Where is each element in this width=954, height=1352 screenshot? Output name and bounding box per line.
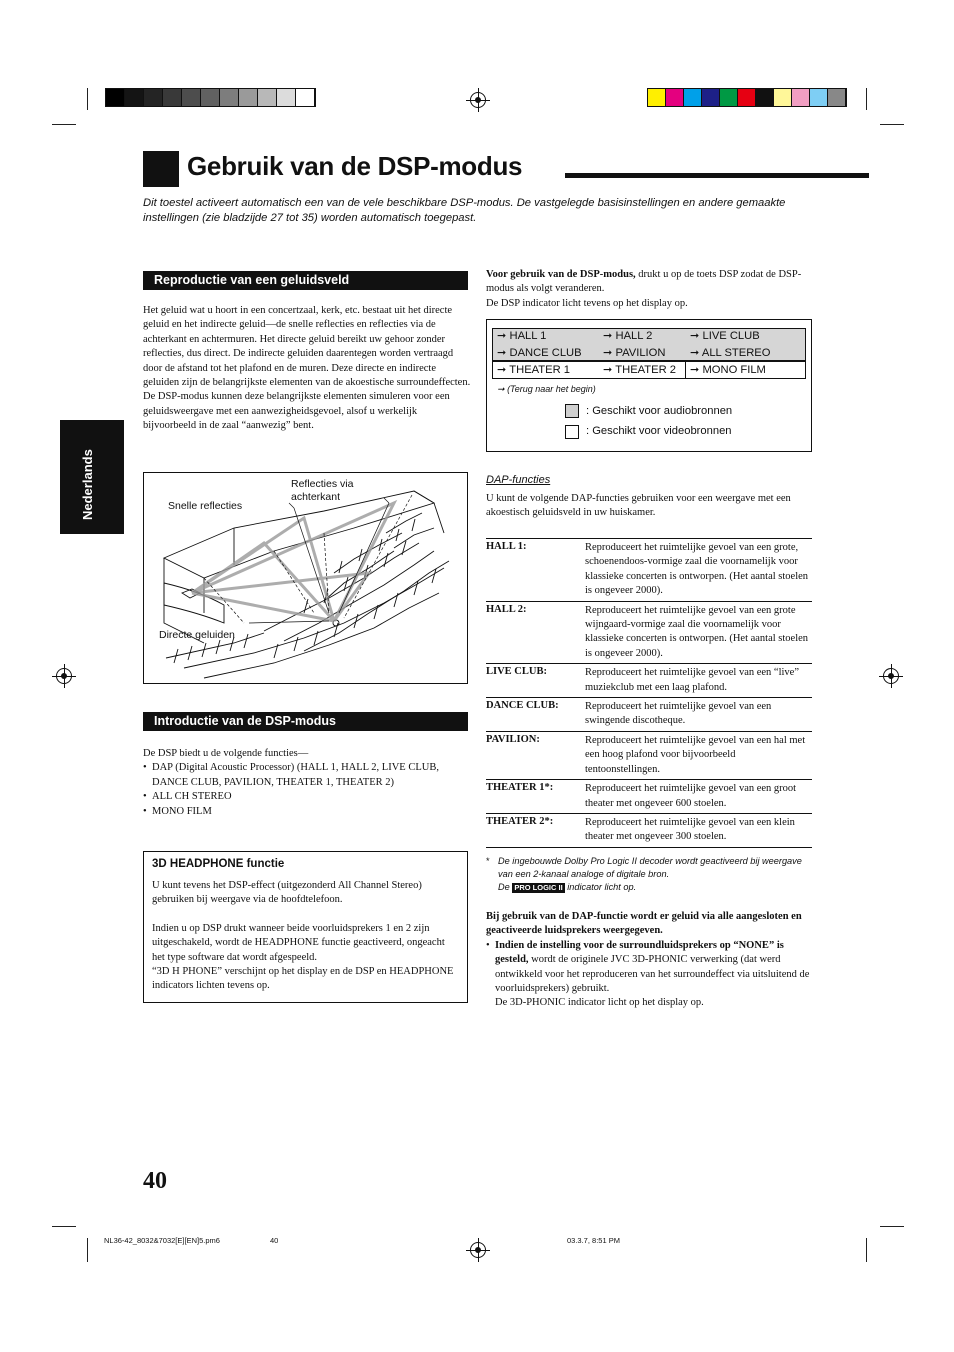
mode-mono-film: ➞ MONO FILM [690,364,766,376]
list-item: • MONO FILM [143,805,212,817]
crop-mark [52,124,76,125]
color-swatch [774,89,792,106]
dsp-usage-intro: Voor gebruik van de DSP-modus, drukt u op de toets DSP zodat de DSP-modus als volgt veranderen. De DSP indicator licht tevens op het display op. [486,269,802,309]
headphone-function-box [143,851,468,1003]
registration-mark-icon [470,1242,486,1258]
grayscale-calibration-bar [105,88,316,107]
section1-paragraph2: De DSP-modus kunnen deze belangrijkste elementen simuleren voor een geluidsweergave met een aanwezigheidsgevoel, alsof u werkelijk bijvoorbeeld in de zaal “aanwezig” bent. [143,391,450,432]
legend-audio-swatch [565,404,579,418]
mode-pavilion: ➞ PAVILION [603,347,666,359]
footnote: * De ingebouwde Dolby Pro Logic II decoder wordt geactiveerd bij weergave van een 2-kanaal analoge of digitale bron. De PRO LOGIC II indicator licht op. [486,856,802,892]
gray-swatch [125,89,144,106]
gray-swatch [258,89,277,106]
legend-video-swatch [565,425,579,439]
table-row: HALL 1: Reproduceert het ruimtelijke gevoel van een grote, schoenendoos-vormige zaal die voornamelijk voor klassieke concerten is ontworpen. (Het aantal stoelen is ongeveer 2000). [486,538,812,601]
return-note: ➞ (Terug naar het begin) [497,384,596,394]
gray-swatch [144,89,163,106]
section2-lead: De DSP biedt u de volgende functies— [143,748,309,759]
mode-theater1: ➞ THEATER 1 [497,364,570,376]
footer-page: 40 [270,1236,279,1245]
mode-hall1: ➞ HALL 1 [497,330,547,342]
table-row: LIVE CLUB: Reproduceert het ruimtelijke gevoel van een “live” muziekclub met een laag plafond. [486,663,812,697]
crop-mark [87,1238,88,1262]
table-row: THEATER 1*: Reproduceert het ruimtelijke gevoel van een groot theater met ongeveer 600 stoelen. [486,779,812,813]
crop-mark [87,88,88,110]
table-row: DANCE CLUB: Reproduceert het ruimtelijke gevoel van een swingende discotheque. [486,697,812,731]
dsp-mode-sequence-box [486,319,812,452]
section1-paragraph1: Het geluid wat u hoort in een concertzaal, kerk, etc. bestaat uit het directe geluid en het indirecte geluid—de snelle reflecties en reflecties via de achterkant en achtermuren. Het directe geluid bereikt uw gehoor zonder reflecties, dus direct. De indirecte geluiden daarentegen worden vertraagd door de afstand tot het plafond en de muren. Deze directe en indirecte geluiden zijn de belangrijkste elementen van de akoestische surroundeffecten. [143,305,471,389]
language-tab [60,420,124,534]
concert-hall-diagram [143,472,468,684]
legend-audio-label: : Geschikt voor audiobronnen [586,405,733,417]
gray-swatch [182,89,201,106]
gray-swatch [163,89,182,106]
color-swatch [810,89,828,106]
color-swatch [648,89,666,106]
section2-body [143,747,471,819]
mode-dance-club: ➞ DANCE CLUB [497,347,582,359]
color-calibration-bar [647,88,847,107]
gray-swatch [239,89,258,106]
color-swatch [738,89,756,106]
gray-swatch [277,89,296,106]
label-fast-reflections: Snelle reflecties [168,500,243,512]
table-row: THEATER 2*: Reproduceert het ruimtelijke gevoel van een klein theater met ongeveer 300 stoelen. [486,813,812,848]
page-title: Gebruik van de DSP-modus [187,151,523,181]
title-block-marker [143,151,179,187]
label-rear-reflections: Reflecties via achterkant [291,478,354,503]
crop-mark [880,124,904,125]
crop-mark [880,1226,904,1227]
title-rule [565,173,869,178]
color-swatch [684,89,702,106]
section1-body [143,304,471,434]
list-item: • DAP (Digital Acoustic Processor) (HALL 1, HALL 2, LIVE CLUB, DANCE CLUB, PAVILION, THEATER 1, THEATER 2) [143,762,439,788]
list-item: • Indien de instelling voor de surroundluidsprekers op “NONE” is gesteld, wordt de originele JVC 3D-PHONIC verwerking (dat werd ontwikkeld voor het reproduceren van het surroundeffect via uitsluitend de voorluidsprekers) gebruikt. De 3D-PHONIC indicator licht op het display op. [486,939,810,1009]
gray-swatch [201,89,220,106]
language-tab-label: Nederlands [80,449,95,520]
dap-heading: DAP-functies [486,474,551,486]
color-swatch [792,89,810,106]
footer-date: 03.3.7, 8:51 PM [567,1236,620,1245]
crop-mark [52,1226,76,1227]
label-direct-sound: Directe geluiden [159,629,235,641]
mode-hall2: ➞ HALL 2 [603,330,653,342]
footer-filename: NL36-42_8032&7032[E][EN]5.pm6 [104,1236,220,1245]
section-heading-dsp-intro: Introductie van de DSP-modus [143,712,468,731]
list-item: • ALL CH STEREO [143,791,232,803]
color-swatch [702,89,720,106]
crop-mark [866,1238,867,1262]
table-row: HALL 2: Reproduceert het ruimtelijke gevoel van een grote wijngaard-vormige zaal die voornamelijk voor klassieke concerten is ontworpen. (Het aantal stoelen is ongeveer 2000). [486,601,812,664]
gray-swatch [220,89,239,106]
dap-notes: Bij gebruik van de DAP-functie wordt er geluid via alle aangesloten en geactiveerde luidsprekers weergegeven. • Indien de instelling voor de surroundluidsprekers op “NONE” is gesteld, wordt de originele JVC 3D-PHONIC verwerking (dat werd ontwikkeld voor het reproduceren van het surroundeffect via uitsluitend de voorluidsprekers) gebruikt. De 3D-PHONIC indicator licht op het display op. [486,910,812,1011]
registration-mark-icon [470,92,486,108]
table-row: PAVILION: Reproduceert het ruimtelijke gevoel van een hal met een hoog plafond voor bijvoorbeeld tentoonstellingen. [486,731,812,779]
pro-logic-ii-logo: PRO LOGIC II [514,883,563,892]
registration-mark-icon [883,668,899,684]
color-swatch [756,89,774,106]
color-swatch [828,89,846,106]
mode-theater2: ➞ THEATER 2 [603,364,676,376]
page-number: 40 [143,1168,167,1194]
gray-swatch [106,89,125,106]
registration-mark-icon [56,668,72,684]
headphone-body: U kunt tevens het DSP-effect (uitgezonderd All Channel Stereo) gebruiken bij weergave via de hoofdtelefoon. Indien u op DSP drukt wanneer beide voorluidsprekers 1 en 2 zijn uitgeschakeld, wordt de HEADPHONE functie geactiveerd, ongeacht het type software dat wordt afgespeeld. “3D H PHONE” verschijnt op het display en de DSP en HEADPHONE indicators lichten tevens op. [152,880,454,992]
dap-intro: U kunt de volgende DAP-functies gebruiken voor een weergave met een akoestisch geluidsveld in uw huiskamer. [486,493,791,519]
crop-mark [866,88,867,110]
gray-swatch [296,89,315,106]
legend-video-label: : Geschikt voor videobronnen [586,425,732,437]
headphone-heading: 3D HEADPHONE functie [152,858,285,870]
mode-all-stereo: ➞ ALL STEREO [690,347,771,359]
color-swatch [720,89,738,106]
intro-text: Dit toestel activeert automatisch een van de vele beschikbare DSP-modus. De vastgelegde basisinstellingen en andere gemaakte instellingen (zie bladzijde 27 tot 35) worden automatisch toegepast. [143,197,786,224]
dap-table [486,538,812,848]
mode-live-club: ➞ LIVE CLUB [690,330,760,342]
section-heading-soundfield: Reproductie van een geluidsveld [143,271,468,290]
color-swatch [666,89,684,106]
